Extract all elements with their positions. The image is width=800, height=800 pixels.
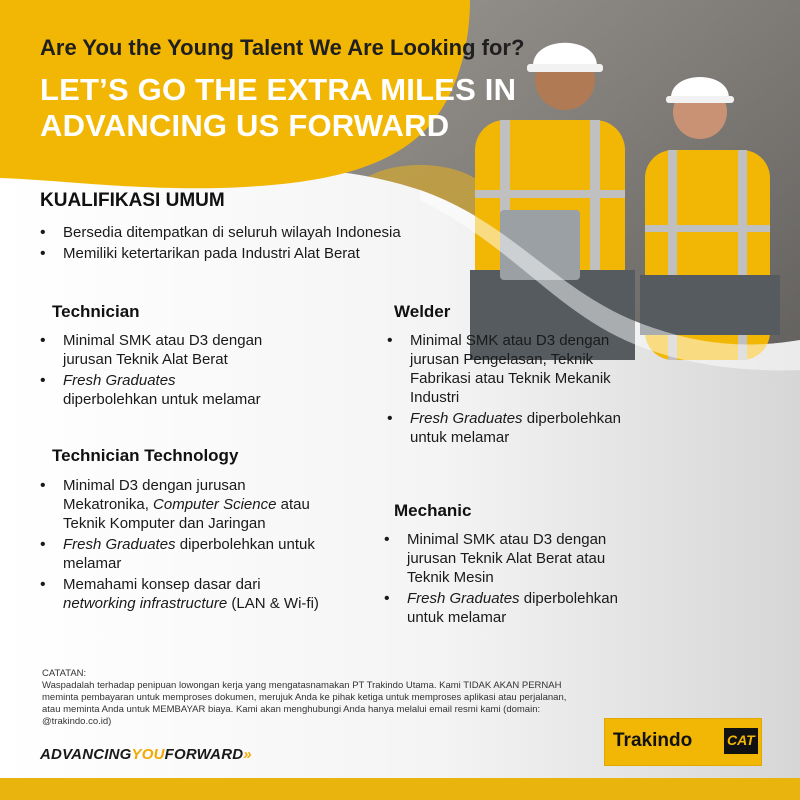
list-item-text: diperbolehkan untuk melamar: [407, 590, 618, 626]
technician-technology-title: Technician Technology: [52, 446, 239, 465]
technician-title: Technician: [52, 302, 140, 321]
brand-name: Trakindo: [613, 730, 693, 751]
list-item: • Minimal SMK atau D3 dengan jurusan Pengelasan, Teknik Fabrikasi atau Teknik Mekanik Industri: [385, 331, 650, 407]
cat-logo-text: CAT: [727, 732, 755, 748]
mechanic-list: [382, 530, 647, 629]
mechanic-title: Mechanic: [394, 501, 472, 520]
list-item: • Memiliki ketertarikan pada Industri Alat Berat: [38, 244, 498, 263]
header-headline: [40, 72, 516, 144]
italic-text: Fresh Graduates: [407, 590, 520, 607]
kualifikasi-list: [38, 223, 498, 265]
welder-list: [385, 331, 650, 449]
list-item: [38, 535, 323, 573]
kualifikasi-title: KUALIFIKASI UMUM: [40, 190, 225, 211]
italic-text: Fresh Graduates: [63, 536, 176, 553]
list-item-text: diperbolehkan untuk melamar: [410, 410, 621, 446]
note-label: CATATAN:: [42, 668, 87, 679]
technician-list: [38, 331, 308, 411]
tagline-forward: FORWARD: [164, 746, 244, 763]
list-item-text: Minimal D3 dengan jurusan Mekatronika,: [63, 477, 246, 513]
list-item: • Minimal SMK atau D3 dengan jurusan Teknik Alat Berat atau Teknik Mesin: [382, 530, 647, 587]
tagline-advancing: ADVANCING: [40, 746, 132, 763]
list-item-text: (LAN & Wi-fi): [231, 595, 319, 612]
headline-line-1: LET’S GO THE EXTRA MILES IN: [40, 72, 517, 107]
list-item-text: diperbolehkan untuk melamar: [63, 391, 261, 408]
italic-text: Fresh Graduates: [63, 372, 176, 389]
tagline-you: YOU: [131, 746, 165, 763]
list-item: • Bersedia ditempatkan di seluruh wilayah Indonesia: [38, 223, 498, 242]
italic-text: networking infrastructure: [63, 595, 228, 612]
note-text: Waspadalah terhadap penipuan lowongan kerja yang mengatasnamakan PT Trakindo Utama. Kami TIDAK AKAN PERNAH meminta pembayaran untuk memproses dokumen, merujuk Anda ke pihak ketiga untuk memproses aplikasi atau perjalanan, atau meminta Anda untuk MEMBAYAR biaya. Kami akan menghubungi Anda hanya melalui email resmi kami (domain: @trakindo.co.id): [42, 680, 567, 727]
list-item: [382, 589, 647, 627]
list-item: [38, 476, 323, 533]
italic-text: Fresh Graduates: [410, 410, 523, 427]
header-question: Are You the Young Talent We Are Looking for?: [40, 35, 525, 60]
chevron-icon: »: [243, 746, 252, 763]
list-item: [385, 409, 650, 447]
list-item-text: diperbolehkan untuk melamar: [63, 536, 315, 572]
technician-technology-list: [38, 476, 323, 615]
bottom-band: [0, 778, 800, 800]
list-item-text: atau Teknik Komputer dan Jaringan: [63, 496, 310, 532]
tagline: [40, 746, 252, 763]
welder-title: Welder: [394, 302, 451, 321]
list-item: [38, 371, 308, 409]
italic-text: Computer Science: [153, 496, 277, 513]
list-item-text: Memahami konsep dasar dari: [63, 576, 261, 593]
disclaimer-note: [42, 668, 582, 728]
headline-line-2: ADVANCING US FORWARD: [40, 108, 450, 143]
list-item: [38, 575, 323, 613]
list-item: • Minimal SMK atau D3 dengan jurusan Teknik Alat Berat: [38, 331, 308, 369]
